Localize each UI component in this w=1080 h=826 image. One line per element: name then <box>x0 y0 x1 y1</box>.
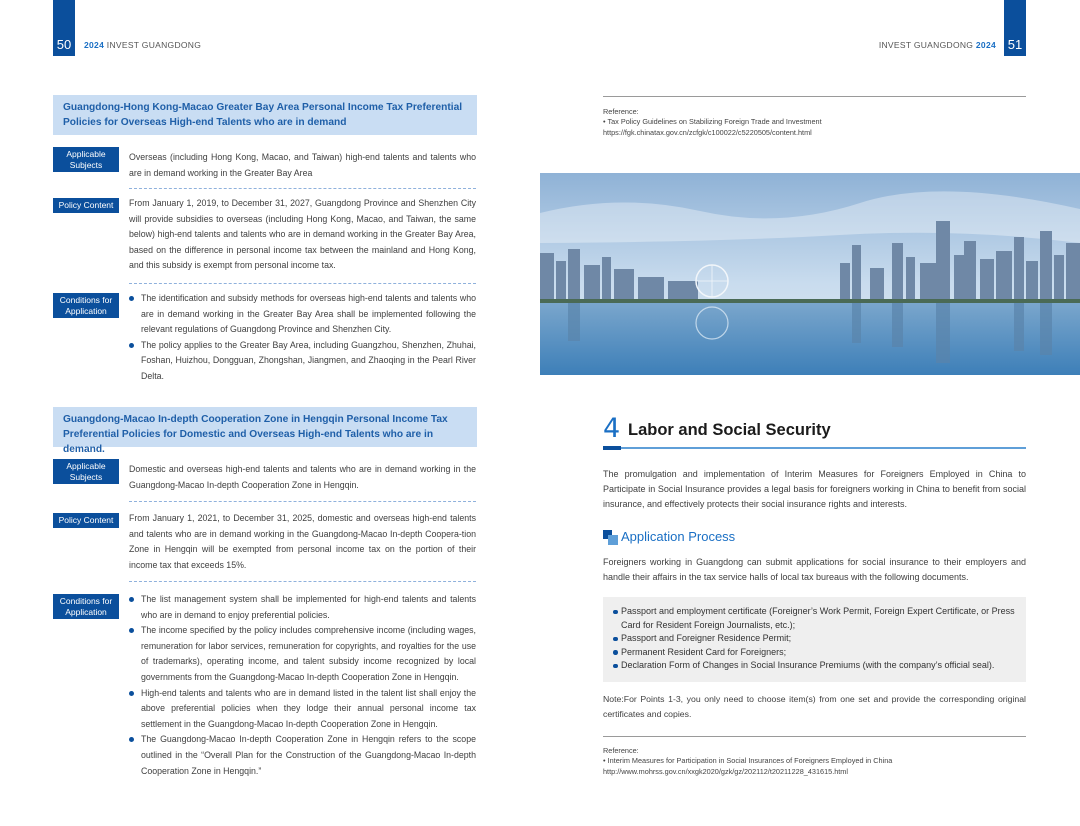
section-title: Guangdong-Hong Kong-Macao Greater Bay Area Personal Income Tax Preferential Policies for Overseas High-end Talents who are in demand <box>63 102 463 128</box>
reference-item-text: Tax Policy Guidelines on Stabilizing Foreign Trade and Investment <box>607 117 822 127</box>
list-item: Passport and employment certificate (Foreigner’s Work Permit, Foreign Expert Certificate, or Press Card for Resident Foreign Journalists, etc.); <box>613 605 1016 632</box>
reference-rule <box>603 736 1026 737</box>
applicable-subjects-tag: Applicable Subjects <box>53 147 119 172</box>
list-item: The income specified by the policy includes comprehensive income (including wages, remuneration for labor services, remuneration for copyrights, and royalties for the use of trademarks), operating income, and talent subsidy income recognized by local governments from the Guangdong-Macao In-depth Cooperation Zone in Hengqin. <box>129 623 476 685</box>
page-number: 51 <box>1007 37 1023 52</box>
documents-list <box>613 605 1016 673</box>
heading-rule <box>603 447 1026 449</box>
reference-item: • Tax Policy Guidelines on Stabilizing Foreign Trade and Investment <box>603 117 822 127</box>
subheading: Application Process <box>621 529 736 544</box>
reference-label: Reference: <box>603 746 639 755</box>
conditions-list <box>129 291 476 385</box>
city-skyline-photo <box>540 173 1080 375</box>
reference-item-text: Interim Measures for Participation in Social Insurances of Foreigners Employed in China <box>607 756 893 766</box>
list-item: Passport and Foreigner Residence Permit; <box>613 632 1016 646</box>
applicable-subjects-text: Overseas (including Hong Kong, Macao, and Taiwan) high-end talents and talents who are in demand working in the Greater Bay Area <box>129 152 476 178</box>
running-header-left <box>84 40 201 50</box>
section-number: 4 <box>603 413 621 444</box>
divider <box>129 188 476 189</box>
page-number: 50 <box>56 37 72 52</box>
intro-paragraph: The promulgation and implementation of Interim Measures for Foreigners Employed in China to Participate in Social Insurance provides a legal basis for foreigners working in China to benefit from social insurance, and effectively protects their social insurance rights and interests. <box>603 469 1026 509</box>
reference-block <box>603 746 1026 777</box>
reference-label: Reference: <box>603 107 639 116</box>
reference-url: http://www.mohrss.gov.cn/xxgk2020/gzk/gz/202112/t20211228_431615.html <box>603 766 849 776</box>
divider <box>129 283 476 284</box>
list-item: The policy applies to the Greater Bay Area, including Guangzhou, Shenzhen, Zhuhai, Foshan, Huizhou, Dongguan, Zhongshan, Jiangmen, and Zhaoqing in the Pearl River Delta. <box>129 338 476 385</box>
reference-url: https://fgk.chinatax.gov.cn/zcfgk/c100022/c5220505/content.html <box>603 127 812 137</box>
applicable-subjects-text: Domestic and overseas high-end talents and talents who are in demand working in the Guangdong-Macao In-depth Cooperation Zone in Hengqin. <box>129 464 476 490</box>
policy-content-tag: Policy Content <box>53 198 119 213</box>
documents-box <box>603 597 1026 682</box>
heading-rule-accent <box>603 446 621 450</box>
header-title: INVEST GUANGDONG <box>878 40 974 50</box>
header-title: INVEST GUANGDONG <box>106 40 202 50</box>
applicable-subjects-tag: Applicable Subjects <box>53 459 119 484</box>
skyline-illustration <box>540 173 1080 375</box>
subheading-icon <box>603 530 618 545</box>
policy-content-tag: Policy Content <box>53 513 119 528</box>
policy-content-text: From January 1, 2019, to December 31, 2027, Guangdong Province and Shenzhen City will provide subsidies to overseas (including Hong Kong, Macao, and Taiwan, the same below) high-end talents and talents who are in demand working in the Greater Bay Area, based on the difference in personal income tax between the mainland and Hong Kong, and this subsidy is exempt from personal income tax. <box>129 198 476 271</box>
list-item: The list management system shall be implemented for high-end talents and talents who are in demand to enjoy preferential policies. <box>129 592 476 623</box>
page-number-tab <box>53 0 75 56</box>
list-item: High-end talents and talents who are in demand listed in the talent list shall enjoy the above preferential policies when they lodge their annual personal income tax settlement in the Guangdong-Macao In-depth Cooperation Zone in Hengqin. <box>129 686 476 733</box>
page-number-tab <box>1004 0 1026 56</box>
section-title-box <box>53 407 477 455</box>
divider <box>129 581 476 582</box>
reference-block <box>603 107 1026 138</box>
note-paragraph: Note:For Points 1-3, you only need to choose item(s) from one set and provide the corresponding original certificates and copies. <box>603 694 1026 719</box>
conditions-list <box>129 592 476 779</box>
list-item: Permanent Resident Card for Foreigners; <box>613 646 1016 660</box>
header-year: 2024 <box>84 40 105 50</box>
header-year: 2024 <box>975 40 996 50</box>
list-item: The Guangdong-Macao In-depth Cooperation Zone in Hengqin refers to the scope outlined in the “Overall Plan for the Construction of the Guangdong-Macao In-depth Cooperation Zone in Hengqin.” <box>129 732 476 779</box>
conditions-tag: Conditions for Application <box>53 594 119 619</box>
section-title: Guangdong-Macao In-depth Cooperation Zone in Hengqin Personal Income Tax Preferential Policies for Domestic and Overseas High-end Talents who are in demand. <box>63 414 448 455</box>
divider <box>129 501 476 502</box>
list-item: The identification and subsidy methods for overseas high-end talents and talents who are in demand working in the Greater Bay Area shall be implemented following the relevant regulations of Guangdong Province and Shenzhen City. <box>129 291 476 338</box>
section-heading: Labor and Social Security <box>628 421 831 439</box>
conditions-tag: Conditions for Application <box>53 293 119 318</box>
reference-item: • Interim Measures for Participation in Social Insurances of Foreigners Employed in China <box>603 756 893 766</box>
section-title-box <box>53 95 477 135</box>
process-paragraph: Foreigners working in Guangdong can submit applications for social insurance to their employers and handle their affairs in the tax service halls of local tax bureaus with the following documents. <box>603 557 1026 582</box>
reference-rule <box>603 96 1026 97</box>
policy-content-text: From January 1, 2021, to December 31, 2025, domestic and overseas high-end talents and talents who are in demand working in the Guangdong-Macao In-depth Coopera-tion Zone in Hengqin will be exempted from personal income tax on the portion of their income tax that exceeds 15%. <box>129 513 476 570</box>
list-item: Declaration Form of Changes in Social Insurance Premiums (with the company’s official seal). <box>613 659 1016 673</box>
running-header-right <box>879 40 996 50</box>
